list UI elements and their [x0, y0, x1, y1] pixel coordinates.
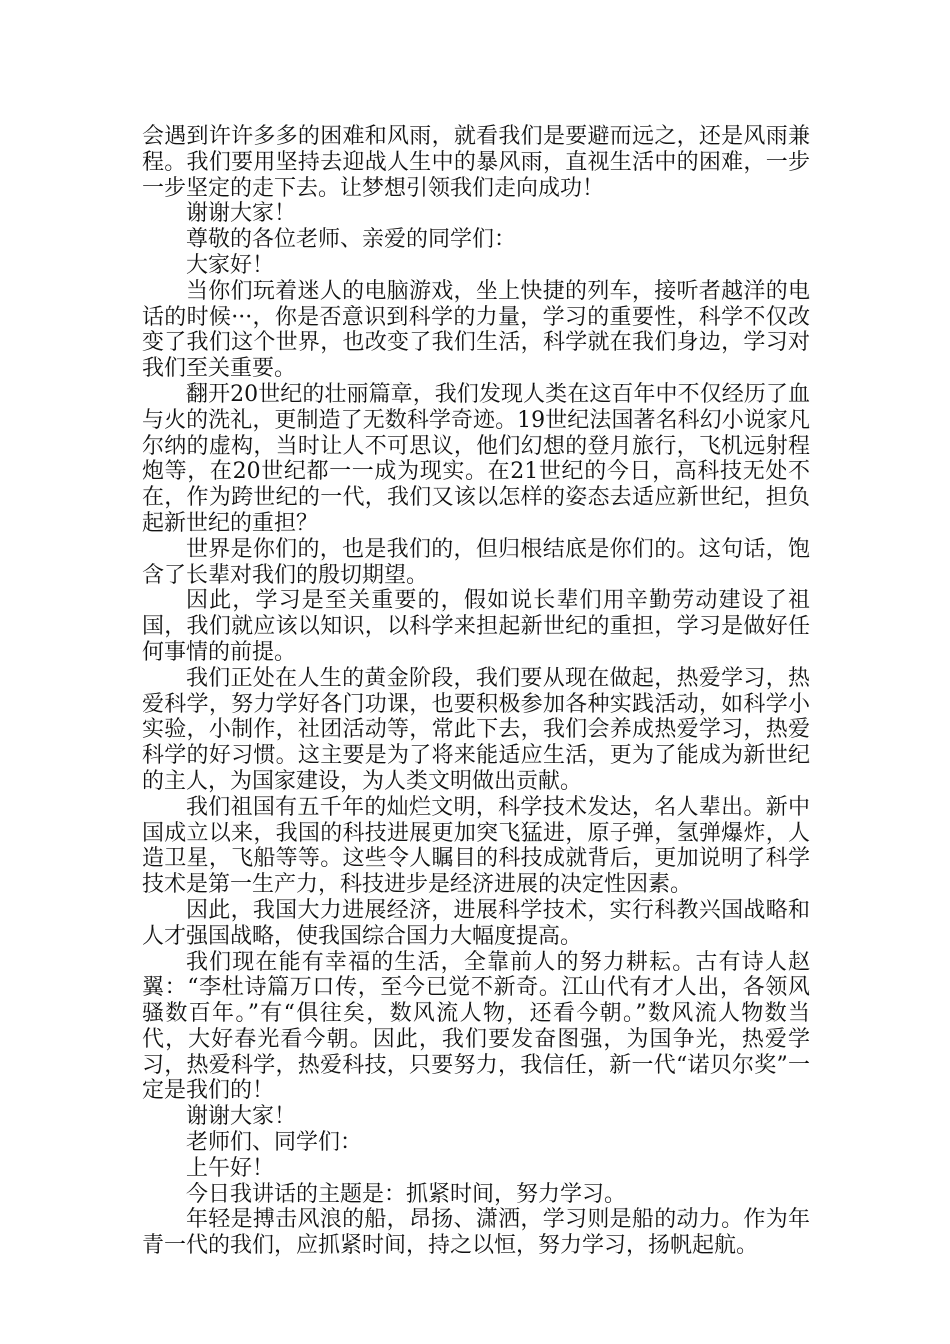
paragraph-salutation: 老师们、同学们：	[186, 1130, 363, 1156]
paragraph: 我们正处在人生的黄金阶段，我们要从现在做起，热爱学习，热爱科学，努力学好各门功课，也要积极参加各种实践活动，如科学小实验，小制作，社团活动等，常此下去，我们会养成热爱学习，热爱科学的好习惯。这主要是为了将来能适应生活，更为了能成为新世纪的主人，为国家建设，为人类文明做出贡献。	[142, 665, 810, 794]
paragraph: 世界是你们的，也是我们的，但归根结底是你们的。这句话，饱含了长辈对我们的殷切期望。	[142, 536, 810, 588]
paragraph: 我们祖国有五千年的灿烂文明，科学技术发达，名人辈出。新中国成立以来，我国的科技进展更加突飞猛进，原子弹，氢弹爆炸，人造卫星，飞船等等。这些令人瞩目的科技成就背后，更加说明了科学技术是第一生产力，科技进步是经济进展的决定性因素。	[142, 794, 810, 898]
paragraph-topic: 今日我讲话的主题是：抓紧时间，努力学习。	[186, 1181, 627, 1207]
paragraph-greeting: 上午好！	[186, 1155, 275, 1181]
paragraph: 因此，学习是至关重要的，假如说长辈们用辛勤劳动建设了祖国，我们就应该以知识，以科学来担起新世纪的重担，学习是做好任何事情的前提。	[142, 588, 810, 665]
paragraph-continuation: 会遇到许许多多的困难和风雨，就看我们是要避而远之，还是风雨兼程。我们要用坚持去迎战人生中的暴风雨，直视生活中的困难，一步一步坚定的走下去。让梦想引领我们走向成功！	[142, 124, 810, 201]
paragraph-salutation: 尊敬的各位老师、亲爱的同学们：	[186, 227, 517, 253]
paragraph: 我们现在能有幸福的生活，全靠前人的努力耕耘。古有诗人赵翼：“李杜诗篇万口传，至今已觉不新奇。江山代有才人出，各领风骚数百年。”有“俱往矣，数风流人物，还看今朝。”数风流人物数当代，大好春光看今朝。因此，我们要发奋图强，为国争光，热爱学习，热爱科学，热爱科技，只要努力，我信任，新一代“诺贝尔奖”一定是我们的！	[142, 949, 810, 1104]
paragraph-thanks: 谢谢大家！	[186, 1104, 297, 1130]
document-body	[142, 124, 810, 1259]
paragraph-greeting: 大家好！	[186, 252, 275, 278]
paragraph: 因此，我国大力进展经济，进展科学技术，实行科教兴国战略和人才强国战略，使我国综合国力大幅度提高。	[142, 897, 810, 949]
paragraph: 年轻是搏击风浪的船，昂扬、潇洒，学习则是船的动力。作为年青一代的我们，应抓紧时间，持之以恒，努力学习，扬帆起航。	[142, 1207, 810, 1259]
paragraph-thanks: 谢谢大家！	[186, 201, 297, 227]
paragraph: 当你们玩着迷人的电脑游戏，坐上快捷的列车，接听者越洋的电话的时候···，你是否意识到科学的力量，学习的重要性，科学不仅改变了我们这个世界，也改变了我们生活，科学就在我们身边，学习对我们至关重要。	[142, 278, 810, 382]
paragraph: 翻开20世纪的壮丽篇章，我们发现人类在这百年中不仅经历了血与火的洗礼，更制造了无数科学奇迹。19世纪法国著名科幻小说家凡尔纳的虚构，当时让人不可思议，他们幻想的登月旅行，飞机远射程炮等，在20世纪都一一成为现实。在21世纪的今日，高科技无处不在，作为跨世纪的一代，我们又该以怎样的姿态去适应新世纪，担负起新世纪的重担？	[142, 381, 810, 536]
